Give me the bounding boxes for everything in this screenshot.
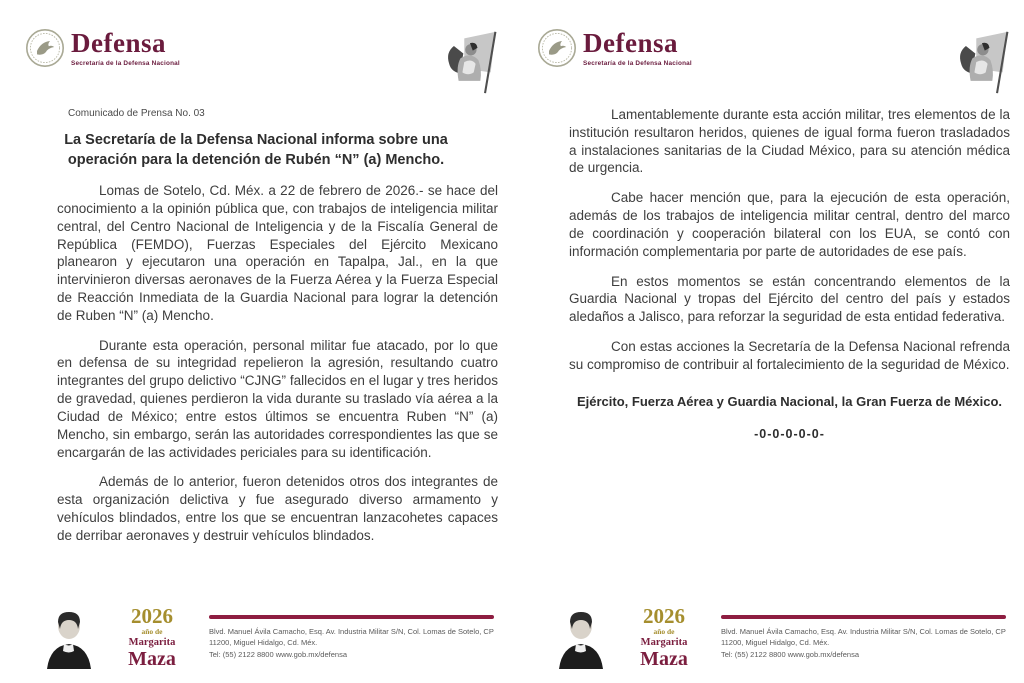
sedena-eagle-seal-icon bbox=[25, 28, 65, 68]
page-footer bbox=[545, 606, 1012, 669]
year-text: 2026 bbox=[643, 604, 685, 629]
body-paragraph: Cabe hacer mención que, para la ejecución de esta operación, además de los trabajos de inteligencia militar central, dentro del marco de coordinación y cooperación bilateral con los EUA, se contó con información complementaria por parte de autoridades de ese país. bbox=[569, 190, 1010, 259]
footer-contact-line: Tel: (55) 2122 8800 www.gob.mx/defensa bbox=[209, 649, 347, 659]
year-caption: año de bbox=[653, 627, 675, 637]
brand-wordmark: Defensa bbox=[71, 28, 166, 58]
page-footer bbox=[33, 606, 500, 669]
footer-address bbox=[209, 626, 500, 661]
body-paragraph: Además de lo anterior, fueron detenidos otros dos integrantes de esta organización delictiva y fue asegurado diverso armamento y vehículos blindados, entre los que se encuentran lanzacohetes capaces de derribar aeronaves y destruir vehículos blindados. bbox=[57, 474, 498, 543]
defensa-logo bbox=[537, 28, 692, 68]
margarita-maza-portrait bbox=[33, 607, 105, 669]
year-badge bbox=[111, 606, 193, 669]
body-paragraph: Lomas de Sotelo, Cd. Méx. a 22 de febrero de 2026.- se hace del conocimiento a la opinión pública que, con trabajos de inteligencia militar central, del Centro Nacional de Inteligencia y de la Fiscalía General de República (FEMDO), Fuerzas Especiales del Ejército Mexicano planearon y ejecutaron una operación en Tapalpa, Jal., en la que intervinieron diversas aeronaves de la Fuerza Aérea y la Fuerza Especial de Reacción Inmediata de la Guardia Nacional para lograr la detención de Ruben “N” (a) Mencho. bbox=[57, 183, 498, 323]
page-2 bbox=[512, 0, 1024, 683]
footer-address bbox=[721, 626, 1012, 661]
brand-text bbox=[71, 30, 180, 67]
flag-bearer-illustration bbox=[948, 28, 1014, 96]
page-header bbox=[537, 28, 1014, 96]
commemoration-surname: Maza bbox=[640, 648, 688, 670]
closing-slogan: Ejército, Fuerza Aérea y Guardia Nacional, la Gran Fuerza de México. bbox=[576, 393, 1003, 409]
press-release-title: La Secretaría de la Defensa Nacional informa sobre una operación para la detención de Rubén “N” (a) Mencho. bbox=[64, 132, 448, 168]
footer-info bbox=[209, 615, 500, 661]
footer-address-line: Blvd. Manuel Ávila Camacho, Esq. Av. Industria Militar S/N, Col. Lomas de Sotelo, CP 11200, Miguel Hidalgo, Cd. Méx. bbox=[209, 626, 494, 648]
body-paragraph: Con estas acciones la Secretaría de la Defensa Nacional refrenda su compromiso de contribuir al fortalecimiento de la seguridad de México. bbox=[569, 338, 1010, 372]
footer-rule bbox=[209, 615, 494, 619]
body-paragraph: Lamentablemente durante esta acción militar, tres elementos de la institución resultaron heridos, quienes de igual forma fueron trasladados a instalaciones sanitarias de la Ciudad México, para su atención médica de urgencia. bbox=[569, 107, 1010, 176]
commemoration-surname: Maza bbox=[128, 648, 176, 670]
commemoration-name: Margarita bbox=[128, 636, 176, 648]
brand-subtitle: Secretaría de la Defensa Nacional bbox=[583, 60, 692, 67]
sedena-eagle-seal-icon bbox=[537, 28, 577, 68]
end-mark: -0-0-0-0-0- bbox=[754, 426, 825, 441]
flag-bearer-illustration bbox=[436, 28, 502, 96]
footer-rule bbox=[721, 615, 1006, 619]
margarita-maza-portrait bbox=[545, 607, 617, 669]
footer-address-line: Blvd. Manuel Ávila Camacho, Esq. Av. Industria Militar S/N, Col. Lomas de Sotelo, CP 11200, Miguel Hidalgo, Cd. Méx. bbox=[721, 626, 1006, 648]
page-header bbox=[25, 28, 502, 96]
year-caption: año de bbox=[141, 627, 163, 637]
brand-text bbox=[583, 30, 692, 67]
brand-wordmark: Defensa bbox=[583, 28, 678, 58]
commemoration-name: Margarita bbox=[640, 636, 688, 648]
body-paragraph: Durante esta operación, personal militar fue atacado, por lo que en defensa de su integridad repelieron la agresión, resultando cuatro integrantes del grupo delictivo “CJNG” fallecidos en el lugar y tres heridos de gravedad, quienes perdieron la vida durante su traslado vía aérea a la Ciudad de México; entre estos últimos se encuentra Ruben “N” (a) Mencho, sin embargo, serán las autoridades correspondientes las que se encargarán de las actividades periciales para su identificación. bbox=[57, 337, 498, 460]
footer-info bbox=[721, 615, 1012, 661]
brand-subtitle: Secretaría de la Defensa Nacional bbox=[71, 60, 180, 67]
footer-contact-line: Tel: (55) 2122 8800 www.gob.mx/defensa bbox=[721, 649, 859, 659]
defensa-logo bbox=[25, 28, 180, 68]
press-release-number: Comunicado de Prensa No. 03 bbox=[68, 108, 205, 119]
year-badge bbox=[623, 606, 705, 669]
body-paragraph: En estos momentos se están concentrando elementos de la Guardia Nacional y tropas del Ejército del centro del país y estados aledaños a Jalisco, para reforzar la seguridad de esta entidad federativa. bbox=[569, 273, 1010, 325]
year-text: 2026 bbox=[131, 604, 173, 629]
